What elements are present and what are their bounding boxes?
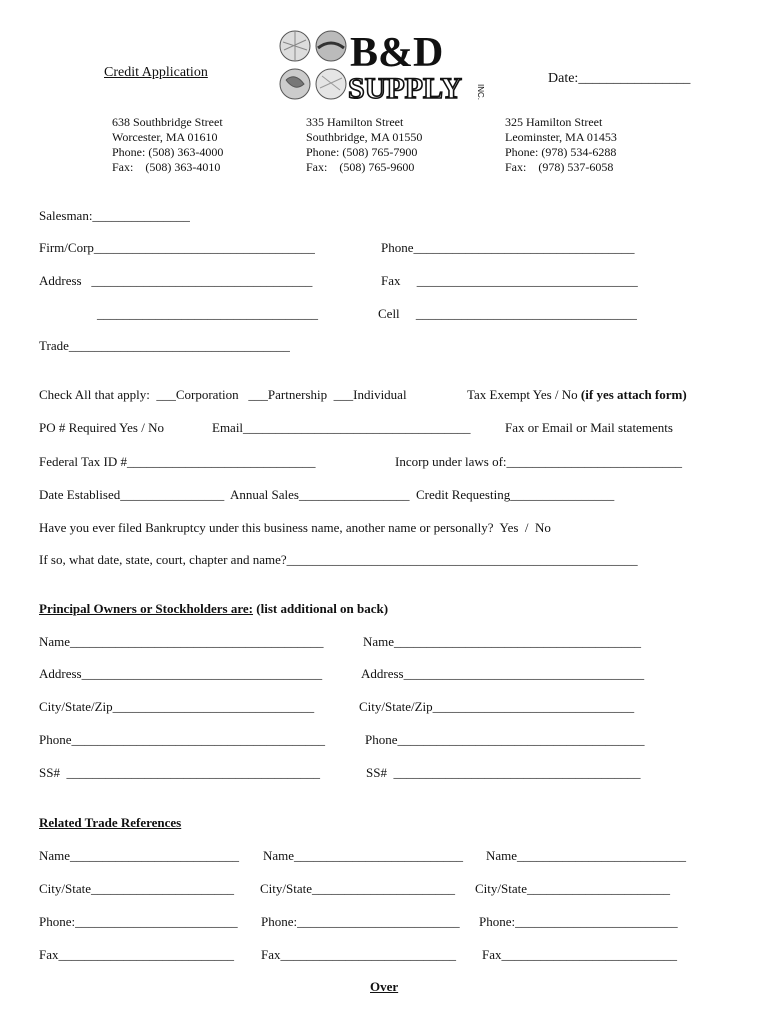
- address-line2-field[interactable]: __________________________________: [97, 306, 318, 321]
- owner1-address-field[interactable]: Address_____________________________________: [39, 666, 323, 681]
- bankruptcy-question[interactable]: Have you ever filed Bankruptcy under this business name, another name or personally? Yes / No: [39, 520, 551, 535]
- branch-fax: Fax: (508) 363-4010: [112, 160, 221, 174]
- date-established-row[interactable]: Date Establised________________ Annual Sales_________________ Credit Requesting________________: [39, 487, 615, 502]
- branch-city: Southbridge, MA 01550: [306, 130, 423, 144]
- branch-southbridge: [306, 115, 422, 175]
- entity-type-checks[interactable]: Check All that apply: ___Corporation ___Partnership ___Individual: [39, 387, 407, 402]
- statement-delivery-option[interactable]: Fax or Email or Mail statements: [505, 420, 673, 435]
- address-field[interactable]: Address __________________________________: [39, 273, 313, 288]
- branch-city: Worcester, MA 01610: [112, 130, 218, 144]
- branch-city: Leominster, MA 01453: [505, 130, 617, 144]
- branch-street: 638 Southbridge Street: [112, 115, 223, 129]
- logo-text-bd: B&D: [350, 30, 444, 76]
- branch-worcester: [112, 115, 223, 175]
- owner1-name-field[interactable]: Name_______________________________________: [39, 634, 324, 649]
- branch-leominster: [505, 115, 617, 175]
- trade-references-heading: Related Trade References: [39, 815, 182, 830]
- federal-tax-id-field[interactable]: Federal Tax ID #_____________________________: [39, 454, 316, 469]
- ref1-fax-field[interactable]: Fax___________________________: [39, 947, 234, 962]
- ref2-phone-field[interactable]: Phone:_________________________: [261, 914, 460, 929]
- ref3-phone-field[interactable]: Phone:_________________________: [479, 914, 678, 929]
- ref2-fax-field[interactable]: Fax___________________________: [261, 947, 456, 962]
- ref3-fax-field[interactable]: Fax___________________________: [482, 947, 677, 962]
- owner2-name-field[interactable]: Name______________________________________: [363, 634, 642, 649]
- form-title: Credit Application: [104, 65, 208, 80]
- trade-field[interactable]: Trade__________________________________: [39, 338, 290, 353]
- branch-phone: Phone: (508) 363-4000: [112, 145, 224, 159]
- branch-phone: Phone: (508) 765-7900: [306, 145, 418, 159]
- firm-corp-field[interactable]: Firm/Corp__________________________________: [39, 240, 315, 255]
- email-field[interactable]: Email___________________________________: [212, 420, 471, 435]
- incorp-laws-field[interactable]: Incorp under laws of:___________________________: [395, 454, 683, 469]
- fax-field[interactable]: Fax __________________________________: [381, 273, 638, 288]
- bankruptcy-details-field[interactable]: If so, what date, state, court, chapter and name?______________________________________________________: [39, 552, 638, 567]
- owner2-address-field[interactable]: Address_____________________________________: [361, 666, 645, 681]
- owner2-ss-field[interactable]: SS# ______________________________________: [366, 765, 641, 780]
- owners-heading-text: Principal Owners or Stockholders are:: [39, 601, 254, 616]
- branch-fax: Fax: (508) 765-9600: [306, 160, 415, 174]
- owner2-phone-field[interactable]: Phone______________________________________: [365, 732, 645, 747]
- ref3-city-field[interactable]: City/State______________________: [475, 881, 670, 896]
- owners-heading: [39, 601, 388, 617]
- branch-phone: Phone: (978) 534-6288: [505, 145, 617, 159]
- date-field[interactable]: Date:________________: [548, 71, 691, 86]
- tax-exempt-note: (if yes attach form): [580, 387, 687, 402]
- over-label: Over: [370, 979, 399, 994]
- ref1-phone-field[interactable]: Phone:_________________________: [39, 914, 238, 929]
- logo-text-supply: SUPPLY: [348, 72, 462, 104]
- bd-supply-logo: [278, 28, 488, 104]
- branch-street: 335 Hamilton Street: [306, 115, 404, 129]
- ref2-city-field[interactable]: City/State______________________: [260, 881, 455, 896]
- owners-heading-note: (list additional on back): [256, 601, 389, 616]
- salesman-field[interactable]: Salesman:_______________: [39, 208, 190, 223]
- branch-street: 325 Hamilton Street: [505, 115, 603, 129]
- owner2-city-field[interactable]: City/State/Zip_______________________________: [359, 699, 635, 714]
- po-required-field[interactable]: PO # Required Yes / No: [39, 420, 164, 435]
- owner1-city-field[interactable]: City/State/Zip_______________________________: [39, 699, 315, 714]
- phone-field[interactable]: Phone__________________________________: [381, 240, 635, 255]
- ref1-name-field[interactable]: Name__________________________: [39, 848, 240, 863]
- branch-fax: Fax: (978) 537-6058: [505, 160, 614, 174]
- ref1-city-field[interactable]: City/State______________________: [39, 881, 234, 896]
- cell-field[interactable]: Cell __________________________________: [378, 306, 637, 321]
- logo-text-inc: INC.: [476, 84, 485, 100]
- tax-exempt-label: Tax Exempt Yes / No: [467, 387, 578, 402]
- owner1-phone-field[interactable]: Phone_______________________________________: [39, 732, 325, 747]
- owner1-ss-field[interactable]: SS# _______________________________________: [39, 765, 320, 780]
- ref3-name-field[interactable]: Name__________________________: [486, 848, 687, 863]
- ref2-name-field[interactable]: Name__________________________: [263, 848, 464, 863]
- tax-exempt-field[interactable]: [467, 387, 687, 403]
